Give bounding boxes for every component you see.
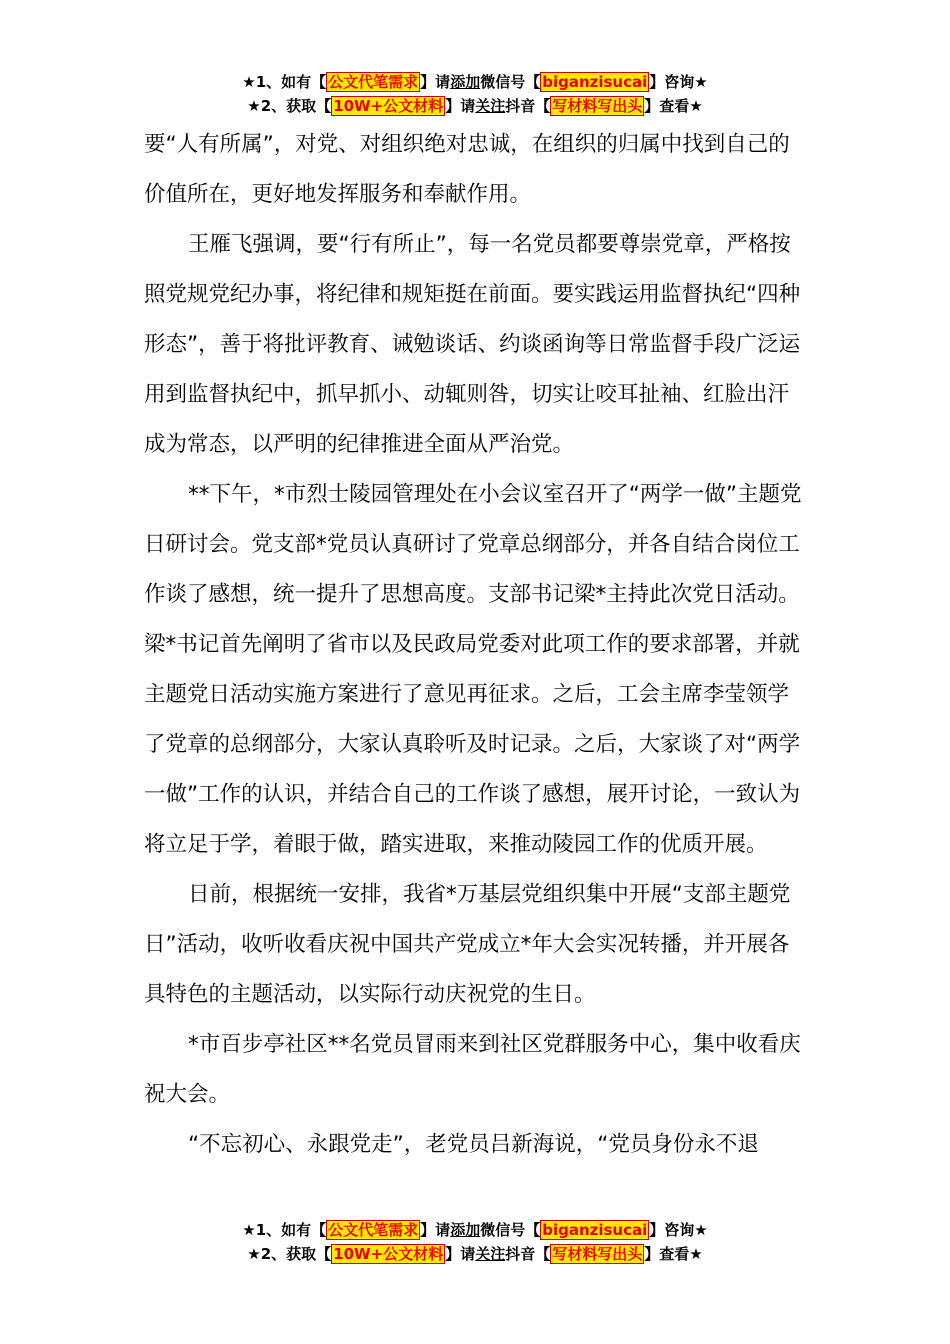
banner-highlight: 写材料写出头 (552, 97, 643, 115)
banner-line-1: ★1、如有【 公文代笔需求 】请添加微信号【 biganzisucai 】咨询★ (242, 73, 708, 91)
banner-highlight: 公文代笔需求 (328, 1221, 419, 1239)
banner-highlight: biganzisucai (542, 1221, 648, 1239)
paragraph: **下午，*市烈士陵园管理处在小会议室召开了“两学一做”主题党日研讨会。党支部*党员认真研讨了党章总纲部分，并各自结合岗位工作谈了感想，统一提升了思想高度。支部书记梁*主持此次党日活动。 梁*书记首先阐明了省市以及民政局党委对此项工作的要求部署，并就主题党日活动实施方案进行了意见再征求。之后，工会主席李莹领学了党章的总纲部分，大家认真聆听及时记录。之后，大家谈了对“两学一做”工作的认识，并结合自己的工作谈了感想，展开讨论，一致认为将立足于学，着眼于做，踏实进取，来推动陵园工作的优质开展。 (144, 482, 802, 857)
paragraph: 日前，根据统一安排，我省*万基层党组织集中开展“支部主题党日”活动，收听收看庆祝中国共产党成立*年大会实况转播，并开展各具特色的主题活动，以实际行动庆祝党的生日。 (144, 882, 791, 1007)
paragraph: 要“人有所属”，对党、对组织绝对忠诚，在组织的归属中找到自己的价值所在，更好地发挥服务和奉献作用。 (144, 132, 790, 207)
banner-highlight: 10W+公文材料 (333, 97, 444, 115)
document-body (144, 120, 809, 1170)
paragraph: *市百步亭社区**名党员冒雨来到社区党群服务中心，集中收看庆祝大会。 (144, 1032, 801, 1107)
banner-highlight: 写材料写出头 (552, 1245, 643, 1263)
footer-banner (0, 1218, 950, 1266)
banner-highlight: biganzisucai (542, 73, 648, 91)
banner-line-1: ★1、如有【 公文代笔需求 】请添加微信号【 biganzisucai 】咨询★ (242, 1221, 708, 1239)
paragraph: 王雁飞强调，要“行有所止”，每一名党员都要尊崇党章，严格按照党规党纪办事，将纪律和规矩挺在前面。要实践运用监督执纪“四种形态”，善于将批评教育、诫勉谈话、约谈函询等日常监督手段广泛运用到监督执纪中，抓早抓小、动辄则咎，切实让咬耳扯袖、红脸出汗成为常态，以严明的纪律推进全面从严治党。 (144, 232, 801, 457)
header-banner (0, 70, 950, 118)
banner-line-2: ★2、获取【 10W+公文材料 】请关注抖音【 写材料写出头 】查看★ (247, 1245, 703, 1263)
banner-highlight: 公文代笔需求 (328, 73, 419, 91)
paragraph: “不忘初心、永跟党走”，老党员吕新海说，“党员身份永不退 (188, 1132, 759, 1157)
banner-line-2: ★2、获取【 10W+公文材料 】请关注抖音【 写材料写出头 】查看★ (247, 97, 703, 115)
banner-highlight: 10W+公文材料 (333, 1245, 444, 1263)
